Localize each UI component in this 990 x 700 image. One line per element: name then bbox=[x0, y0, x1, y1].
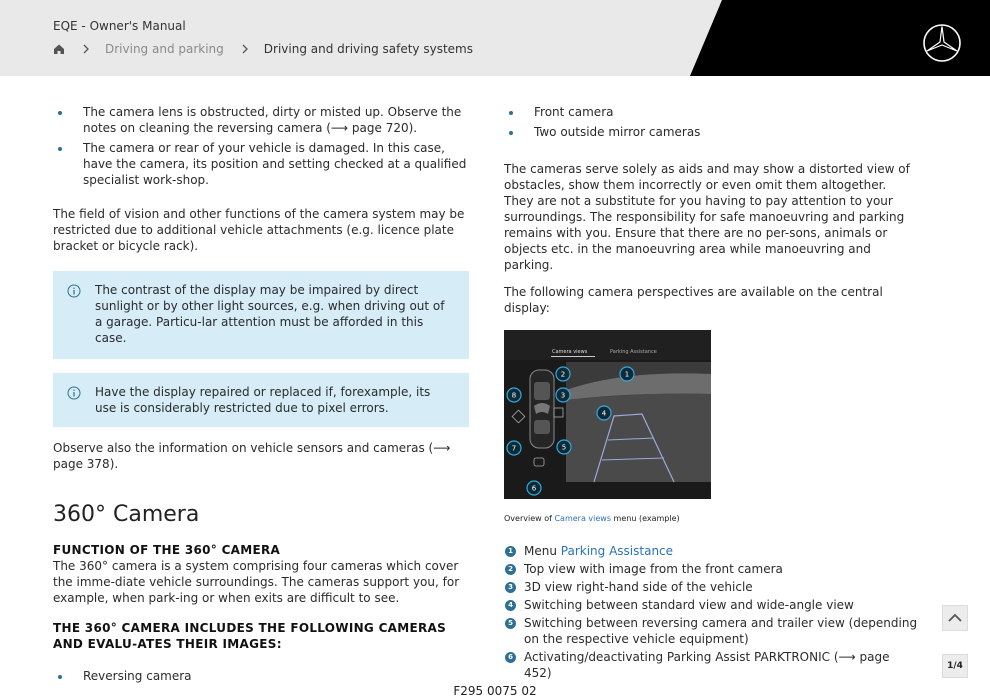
info-box-contrast bbox=[53, 271, 469, 359]
camera-screen-illustration bbox=[504, 330, 711, 499]
info-icon bbox=[67, 284, 81, 298]
figure-code: F295 0075 02 bbox=[453, 684, 537, 698]
tab-parking-assistance[interactable]: Parking Assistance bbox=[610, 349, 657, 355]
chevron-right-icon bbox=[81, 43, 91, 55]
list-item: Two outside mirror cameras bbox=[504, 124, 918, 140]
callout-6: 6 bbox=[531, 484, 537, 493]
paragraph-function: The 360° camera is a system comprising four cameras which cover the imme-diate vehicle surroundings. The cameras support you, for example, when park-ing or when exits are difficult to see. bbox=[53, 559, 460, 605]
list-item: The camera or rear of your vehicle is damaged. In this case, have the camera, its position and setting checked at a qualified specialist work-shop. bbox=[53, 140, 469, 188]
chevron-right-icon bbox=[240, 43, 250, 55]
bullet-list-cameras bbox=[53, 668, 469, 684]
header-bar bbox=[0, 0, 990, 76]
heading-function: FUNCTION OF THE 360° CAMERA bbox=[53, 543, 281, 557]
number-badge: 6 bbox=[505, 652, 516, 663]
caption-suffix: menu (example) bbox=[613, 514, 680, 523]
legend-item bbox=[504, 597, 918, 613]
legend-prefix: Menu bbox=[524, 544, 557, 558]
bullet-list-causes bbox=[53, 104, 469, 188]
callout-2: 2 bbox=[560, 370, 566, 379]
number-badge: 3 bbox=[505, 582, 516, 593]
legend-item bbox=[504, 579, 918, 595]
callout-1: 1 bbox=[624, 370, 630, 379]
heading-includes: THE 360° CAMERA INCLUDES THE FOLLOWING CAMERAS AND EVALU-ATES THEIR IMAGES: bbox=[53, 621, 447, 651]
camera-views-screenshot bbox=[504, 330, 711, 499]
callout-8: 8 bbox=[511, 391, 517, 400]
left-column bbox=[53, 104, 469, 688]
callout-5: 5 bbox=[561, 443, 567, 452]
callout-4: 4 bbox=[601, 409, 607, 418]
legend-text: Switching between standard view and wide-angle view bbox=[524, 598, 854, 612]
legend-text: Switching between reversing camera and trailer view (depending on the respective vehicle equipment) bbox=[524, 616, 918, 646]
scroll-to-top-button[interactable] bbox=[942, 605, 968, 631]
breadcrumb-item-current: Driving and driving safety systems bbox=[263, 42, 473, 56]
paragraph-cameras-aids: The cameras serve solely as aids and may show a distorted view of obstacles, show them incorrectly or even omit them altogether. They are not a substitute for you having to pay attention to your surroundings. The responsibility for safe manoeuvring and parking remains with you. Ensure that there are no per-sons, animals or objects etc. in the manoeuvring area while manoeuvring and parking. bbox=[504, 162, 910, 272]
legend-item bbox=[504, 615, 918, 647]
bullet-list-cameras-cont bbox=[504, 104, 918, 140]
link-parking-assistance[interactable]: Parking Assistance bbox=[560, 544, 674, 558]
mercedes-star-logo-icon[interactable] bbox=[922, 23, 962, 63]
right-column bbox=[504, 104, 918, 683]
info-box-repair bbox=[53, 373, 469, 427]
callout-7: 7 bbox=[511, 444, 517, 453]
number-badge: 1 bbox=[505, 546, 516, 557]
legend-list bbox=[504, 543, 918, 681]
chevron-up-icon bbox=[943, 606, 967, 630]
legend-item bbox=[504, 561, 918, 577]
legend-text: Top view with image from the front camera bbox=[524, 562, 783, 576]
paragraph-field-of-vision: The field of vision and other functions of the camera system may be restricted due to additional vehicle attachments (e.g. licence plate bracket or bicycle rack). bbox=[53, 207, 465, 253]
legend-text: 3D view right-hand side of the vehicle bbox=[524, 580, 753, 594]
list-item: Reversing camera bbox=[53, 668, 469, 684]
page-indicator-button[interactable]: 1/4 bbox=[942, 654, 968, 678]
legend-item bbox=[504, 649, 918, 681]
breadcrumb-item-driving-parking[interactable]: Driving and parking bbox=[105, 42, 224, 56]
manual-title: EQE - Owner's Manual bbox=[53, 19, 186, 33]
paragraph-observe: Observe also the information on vehicle sensors and cameras (⟶ page 378). bbox=[53, 441, 451, 471]
number-badge: 4 bbox=[505, 600, 516, 611]
figure-caption bbox=[504, 511, 918, 527]
number-badge: 5 bbox=[505, 618, 516, 629]
callout-3: 3 bbox=[560, 391, 566, 400]
info-text: The contrast of the display may be impaired by direct sunlight or by other light sources, e.g. when driving out of a garage. Particu-lar attention must be afforded in this case. bbox=[95, 283, 445, 345]
home-icon[interactable] bbox=[53, 43, 65, 55]
breadcrumb bbox=[53, 42, 473, 56]
tab-camera-views[interactable]: Camera views bbox=[552, 349, 588, 355]
list-item: Front camera bbox=[504, 104, 918, 120]
caption-link-camera-views[interactable]: Camera views bbox=[554, 514, 611, 523]
info-text: Have the display repaired or replaced if, forexample, its use is considerably restricted due to pixel errors. bbox=[95, 385, 431, 415]
info-icon bbox=[67, 386, 81, 400]
paragraph-perspectives: The following camera perspectives are available on the central display: bbox=[504, 285, 883, 315]
legend-item bbox=[504, 543, 918, 559]
legend-text: Activating/deactivating Parking Assist PARKTRONIC (⟶ page 452) bbox=[524, 650, 890, 680]
list-item: The camera lens is obstructed, dirty or misted up. Observe the notes on cleaning the reversing camera (⟶ page 720). bbox=[53, 104, 469, 136]
number-badge: 2 bbox=[505, 564, 516, 575]
caption-prefix: Overview of bbox=[504, 514, 552, 523]
section-title: 360° Camera bbox=[53, 502, 200, 527]
